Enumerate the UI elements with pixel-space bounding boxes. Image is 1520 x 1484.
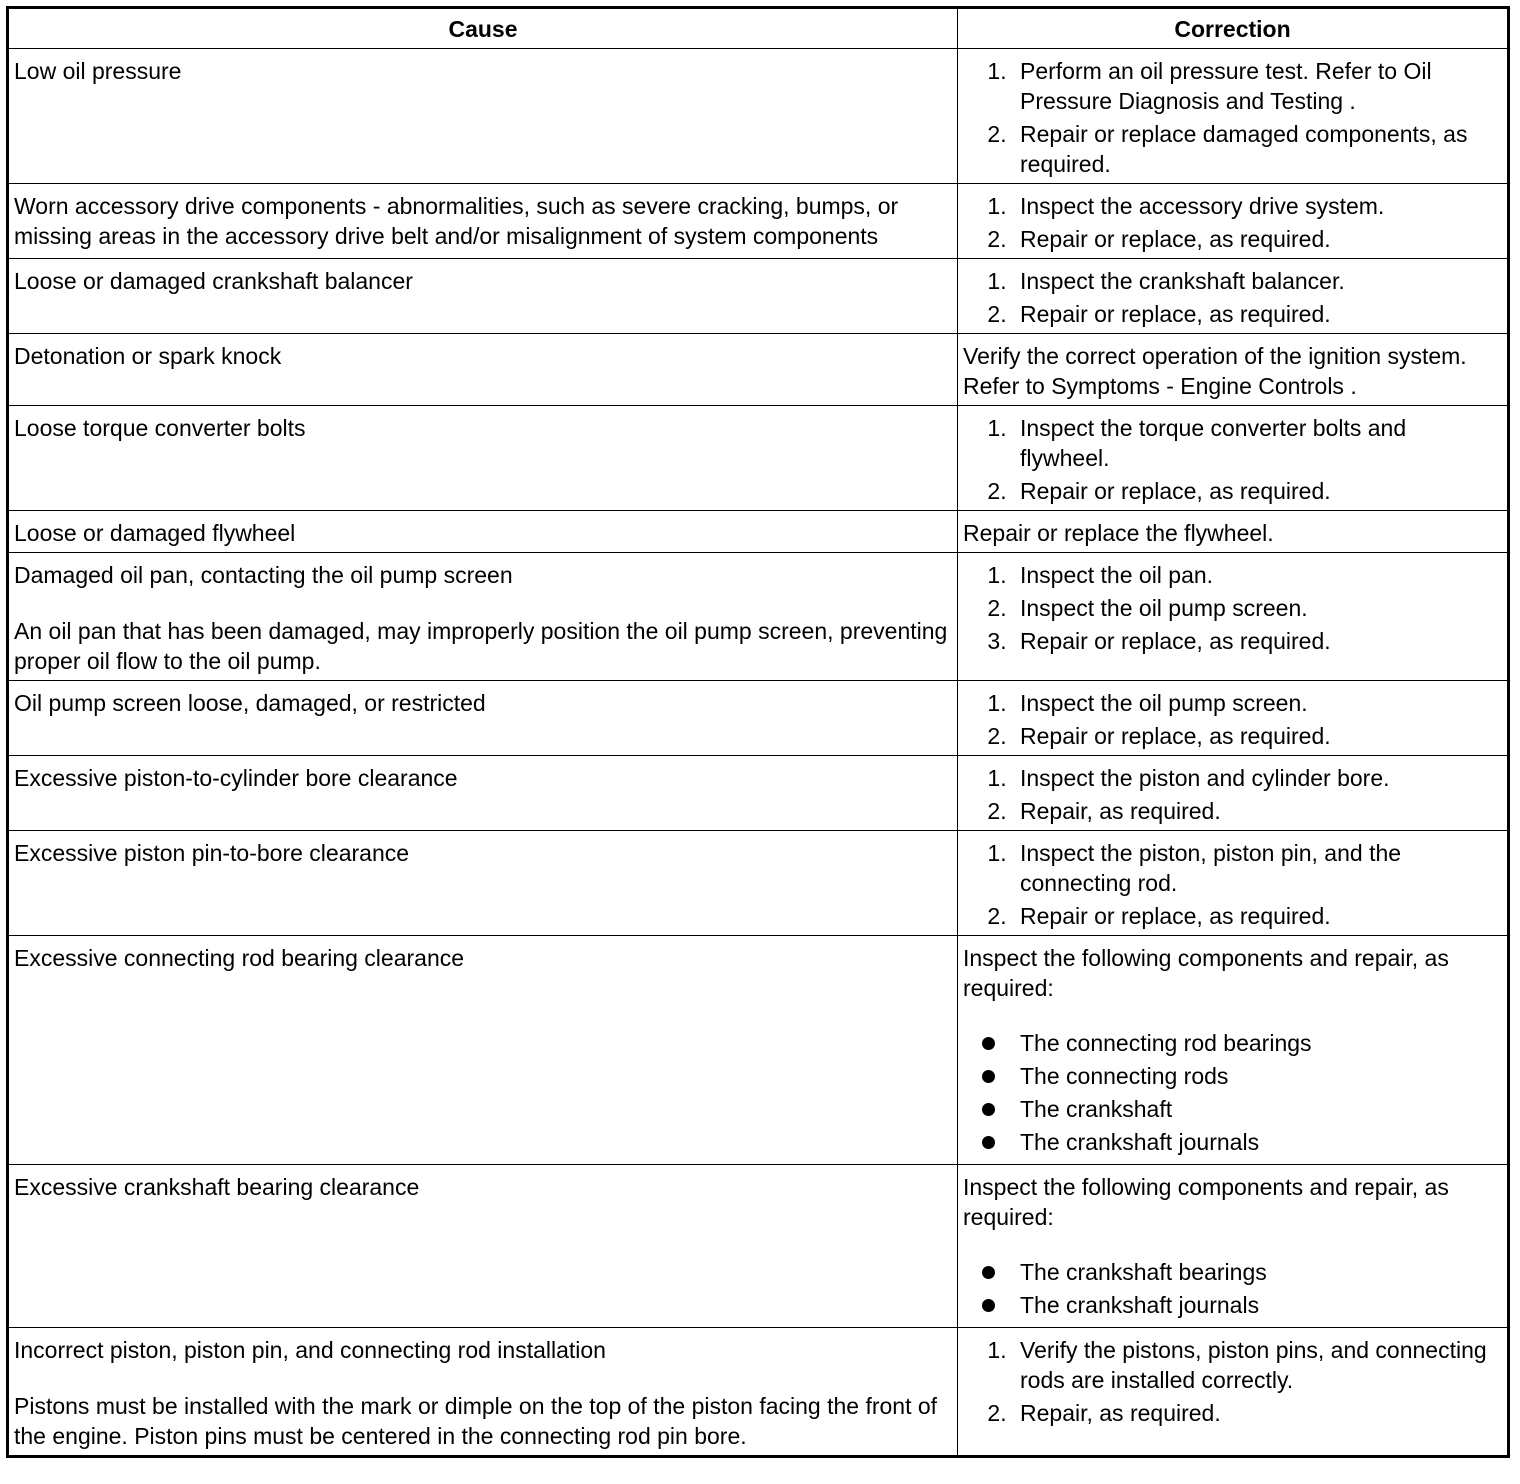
correction-text: Verify the correct operation of the ignition system. Refer to Symptoms - Engine Controls . — [963, 343, 1467, 399]
correction-cell — [958, 936, 1509, 1165]
table-row — [8, 681, 1509, 756]
component-item: The connecting rod bearings — [1013, 1028, 1501, 1058]
component-item: The crankshaft — [1013, 1094, 1501, 1124]
correction-cell — [958, 756, 1509, 831]
correction-step: 2. Repair or replace, as required. — [1013, 721, 1501, 751]
correction-cell — [958, 831, 1509, 936]
component-item: The crankshaft bearings — [1013, 1257, 1501, 1287]
correction-text: Inspect the following components and repair, as required: — [963, 945, 1449, 1001]
component-item: The connecting rods — [1013, 1061, 1501, 1091]
correction-step: 3. Repair or replace, as required. — [1013, 626, 1501, 656]
component-item: The crankshaft journals — [1013, 1127, 1501, 1157]
correction-text: Inspect the following components and repair, as required: — [963, 1174, 1449, 1230]
correction-step: 2. Repair or replace, as required. — [1013, 476, 1501, 506]
cause-text: Incorrect piston, piston pin, and connecting rod installation — [14, 1337, 606, 1363]
component-list — [963, 1257, 1501, 1320]
correction-cell — [958, 259, 1509, 334]
header-cause: Cause — [8, 8, 958, 49]
correction-cell — [958, 334, 1509, 406]
correction-step: 2. Repair, as required. — [1013, 796, 1501, 826]
correction-steps — [963, 688, 1501, 751]
cause-note: An oil pan that has been damaged, may improperly position the oil pump screen, preventing proper oil flow to the oil pump. — [14, 618, 948, 674]
cause-text: Excessive piston-to-cylinder bore clearance — [14, 765, 458, 791]
cause-note: Pistons must be installed with the mark or dimple on the top of the piston facing the front of the engine. Piston pins must be centered in the connecting rod pin bore. — [14, 1393, 938, 1449]
cause-text: Excessive connecting rod bearing clearance — [14, 945, 465, 971]
correction-steps — [963, 413, 1501, 506]
table-row — [8, 184, 1509, 259]
cause-cell — [8, 1328, 958, 1457]
table-row — [8, 553, 1509, 681]
cause-cell — [8, 49, 958, 184]
cause-cell — [8, 756, 958, 831]
header-row — [8, 8, 1509, 49]
table-row — [8, 1328, 1509, 1457]
table-body — [8, 49, 1509, 1457]
correction-step: 2. Repair, as required. — [1013, 1398, 1501, 1428]
correction-steps — [963, 191, 1501, 254]
cause-cell — [8, 184, 958, 259]
cause-text: Detonation or spark knock — [14, 343, 282, 369]
diagnosis-table — [6, 6, 1510, 1458]
correction-step: 1. Inspect the torque converter bolts and flywheel. — [1013, 413, 1501, 473]
table-row — [8, 1165, 1509, 1328]
correction-text: Repair or replace the flywheel. — [963, 520, 1274, 546]
correction-cell — [958, 681, 1509, 756]
table-row — [8, 511, 1509, 553]
cause-text: Worn accessory drive components - abnormalities, such as severe cracking, bumps, or missing areas in the accessory drive belt and/or misalignment of system components — [14, 193, 899, 249]
correction-step: 1. Inspect the crankshaft balancer. — [1013, 266, 1501, 296]
correction-step: 1. Inspect the oil pan. — [1013, 560, 1501, 590]
cause-text: Loose or damaged crankshaft balancer — [14, 268, 413, 294]
correction-cell — [958, 553, 1509, 681]
correction-steps — [963, 266, 1501, 329]
correction-steps — [963, 56, 1501, 179]
cause-cell — [8, 406, 958, 511]
correction-cell — [958, 1328, 1509, 1457]
correction-step: 1. Inspect the oil pump screen. — [1013, 688, 1501, 718]
table-row — [8, 49, 1509, 184]
correction-step: 2. Repair or replace, as required. — [1013, 299, 1501, 329]
component-item: The crankshaft journals — [1013, 1290, 1501, 1320]
correction-step: 1. Inspect the piston, piston pin, and the connecting rod. — [1013, 838, 1501, 898]
correction-steps — [963, 838, 1501, 931]
table-row — [8, 259, 1509, 334]
correction-steps — [963, 763, 1501, 826]
correction-cell — [958, 184, 1509, 259]
table-row — [8, 831, 1509, 936]
cause-text: Loose or damaged flywheel — [14, 520, 296, 546]
cause-text: Low oil pressure — [14, 58, 182, 84]
correction-step: 2. Inspect the oil pump screen. — [1013, 593, 1501, 623]
cause-cell — [8, 681, 958, 756]
correction-step: 1. Inspect the piston and cylinder bore. — [1013, 763, 1501, 793]
cause-cell — [8, 259, 958, 334]
cause-cell — [8, 936, 958, 1165]
cause-text: Damaged oil pan, contacting the oil pump screen — [14, 562, 513, 588]
cause-cell — [8, 511, 958, 553]
cause-text: Oil pump screen loose, damaged, or restricted — [14, 690, 486, 716]
component-list — [963, 1028, 1501, 1157]
cause-text: Loose torque converter bolts — [14, 415, 306, 441]
correction-step: 2. Repair or replace, as required. — [1013, 224, 1501, 254]
table-row — [8, 936, 1509, 1165]
cause-text: Excessive piston pin-to-bore clearance — [14, 840, 410, 866]
table-row — [8, 406, 1509, 511]
cause-cell — [8, 831, 958, 936]
table-row — [8, 334, 1509, 406]
cause-cell — [8, 334, 958, 406]
cause-cell — [8, 553, 958, 681]
correction-cell — [958, 406, 1509, 511]
correction-step: 2. Repair or replace damaged components, as required. — [1013, 119, 1501, 179]
correction-cell — [958, 49, 1509, 184]
header-correction: Correction — [958, 8, 1509, 49]
correction-step: 1. Verify the pistons, piston pins, and connecting rods are installed correctly. — [1013, 1335, 1501, 1395]
correction-step: 2. Repair or replace, as required. — [1013, 901, 1501, 931]
correction-cell — [958, 1165, 1509, 1328]
correction-steps — [963, 560, 1501, 656]
correction-cell — [958, 511, 1509, 553]
table-row — [8, 756, 1509, 831]
correction-step: 1. Inspect the accessory drive system. — [1013, 191, 1501, 221]
correction-steps — [963, 1335, 1501, 1428]
cause-cell — [8, 1165, 958, 1328]
cause-text: Excessive crankshaft bearing clearance — [14, 1174, 420, 1200]
correction-step: 1. Perform an oil pressure test. Refer to Oil Pressure Diagnosis and Testing . — [1013, 56, 1501, 116]
